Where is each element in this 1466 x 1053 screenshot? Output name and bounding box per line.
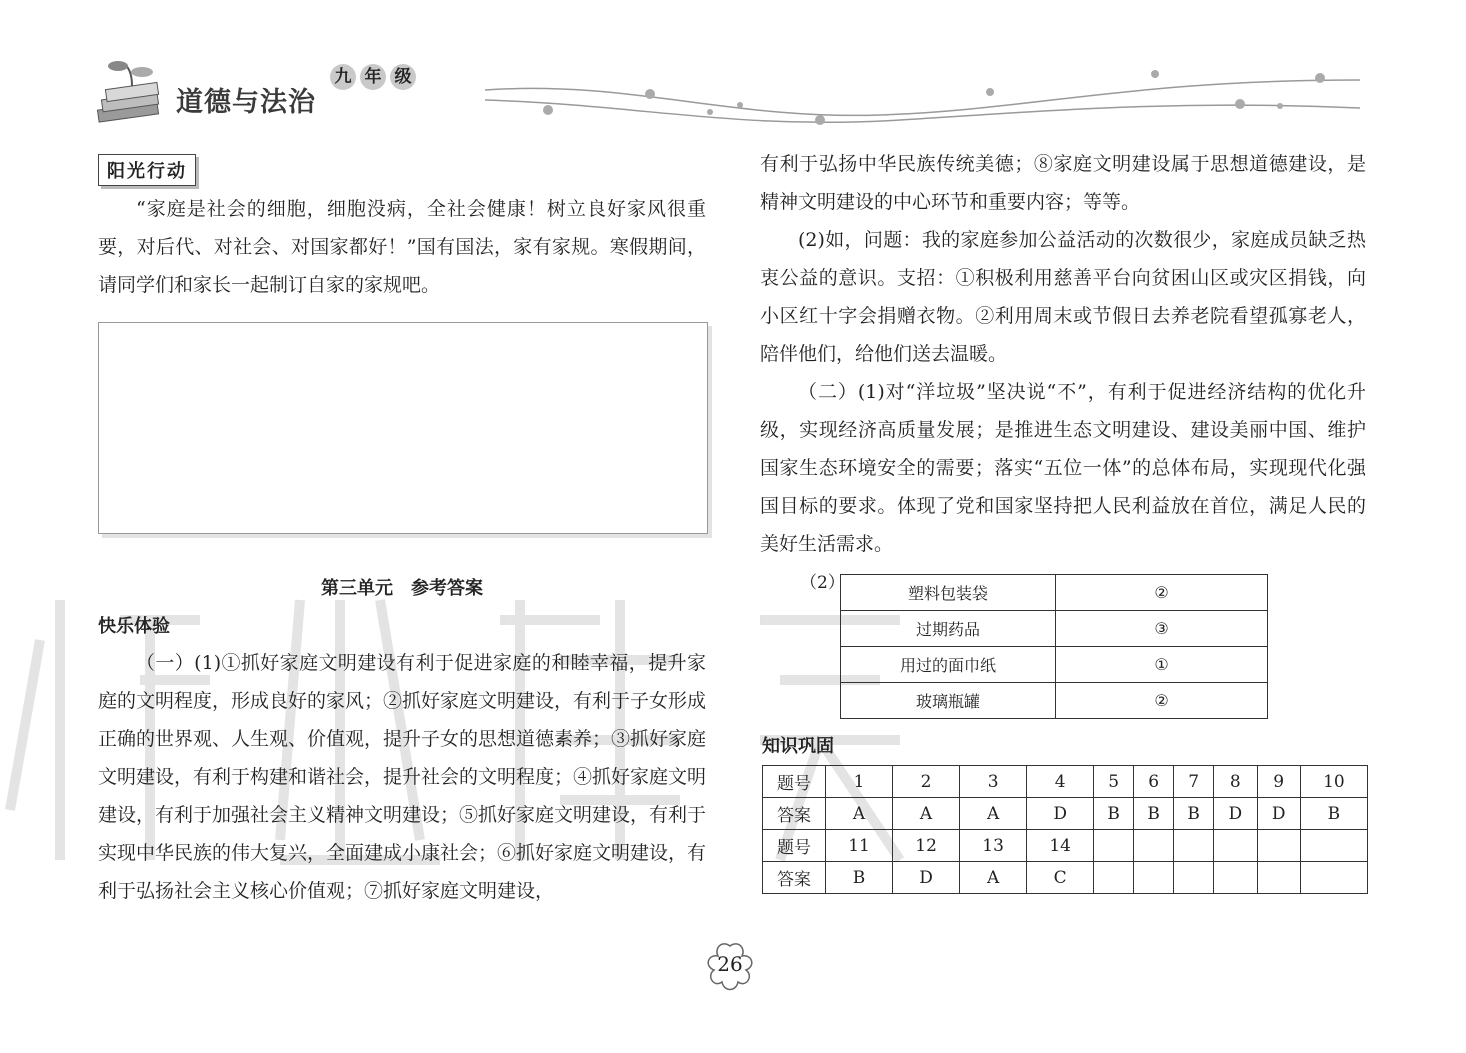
question-number bbox=[1300, 830, 1367, 862]
book-title: 道德与法治 bbox=[176, 87, 316, 118]
answer-cell: A bbox=[960, 862, 1027, 894]
question-number: 9 bbox=[1257, 766, 1300, 798]
garbage-sort-table bbox=[840, 574, 1268, 719]
answer-part2-2-label: （2） bbox=[800, 573, 845, 593]
question-number: 13 bbox=[960, 830, 1027, 862]
quiz-answer-table bbox=[762, 765, 1368, 894]
question-number: 10 bbox=[1300, 766, 1367, 798]
page-number: 26 bbox=[717, 952, 743, 976]
knowledge-heading: 知识巩固 bbox=[762, 736, 834, 757]
question-number: 7 bbox=[1174, 766, 1214, 798]
question-number: 14 bbox=[1027, 830, 1094, 862]
table-row bbox=[841, 611, 1268, 647]
sort-answer: ② bbox=[1056, 575, 1268, 611]
answer-cell: D bbox=[893, 862, 960, 894]
sort-item: 塑料包装袋 bbox=[841, 575, 1056, 611]
answer-part2-1: （二）(1)对“洋垃圾”坚决说“不”，有利于促进经济结构的优化升级，实现经济高质量发展；是推进生态文明建设、建设美丽中国、维护国家生态环境安全的需要；落实“五位一体”的总体布局，实现现代化强国目标的要求。体现了党和国家坚持把人民利益放在首位，满足人民的美好生活需求。 bbox=[760, 381, 1366, 555]
answer-cell bbox=[1300, 862, 1367, 894]
sort-item: 用过的面巾纸 bbox=[841, 647, 1056, 683]
table-row bbox=[841, 647, 1268, 683]
answer-cell: D bbox=[1027, 798, 1094, 830]
answer-cell: A bbox=[826, 798, 893, 830]
question-number: 11 bbox=[826, 830, 893, 862]
answer-right-column bbox=[760, 145, 1366, 563]
family-rules-writing-box[interactable] bbox=[98, 322, 708, 534]
unit-answers-title: 第三单元 参考答案 bbox=[321, 578, 483, 599]
sort-answer: ② bbox=[1056, 683, 1268, 719]
section-tag-sunshine: 阳光行动 bbox=[98, 154, 196, 186]
answer-cell bbox=[1257, 862, 1300, 894]
answer-cell: C bbox=[1027, 862, 1094, 894]
answer-cell: A bbox=[960, 798, 1027, 830]
answer-part1-1-cont: 有利于弘扬中华民族传统美德；⑧家庭文明建设属于思想道德建设，是精神文明建设的中心环节和重要内容；等等。 bbox=[760, 153, 1366, 213]
question-number: 12 bbox=[893, 830, 960, 862]
question-number bbox=[1257, 830, 1300, 862]
row-label: 答案 bbox=[763, 862, 826, 894]
table-row bbox=[763, 830, 1368, 862]
question-number: 2 bbox=[893, 766, 960, 798]
answer-cell bbox=[1094, 862, 1134, 894]
sort-item: 玻璃瓶罐 bbox=[841, 683, 1056, 719]
grade-char: 九 bbox=[330, 64, 356, 90]
answer-part1-2: (2)如，问题：我的家庭参加公益活动的次数很少，家庭成员缺乏热衷公益的意识。支招：①积极利用慈善平台向贫困山区或灾区捐钱，向小区红十字会捐赠衣物。②利用周末或节假日去养老院看望孤寡老人，陪伴他们，给他们送去温暖。 bbox=[760, 229, 1366, 365]
question-number bbox=[1094, 830, 1134, 862]
answer-cell bbox=[1134, 862, 1174, 894]
sort-answer: ① bbox=[1056, 647, 1268, 683]
question-number: 6 bbox=[1134, 766, 1174, 798]
question-number: 1 bbox=[826, 766, 893, 798]
question-number bbox=[1134, 830, 1174, 862]
sunshine-paragraph: “家庭是社会的细胞，细胞没病，全社会健康！树立良好家风很重要，对后代、对社会、对国家都好！”国有国法，家有家规。寒假期间，请同学们和家长一起制订自家的家规吧。 bbox=[98, 198, 706, 296]
table-row bbox=[763, 766, 1368, 798]
answer-cell: B bbox=[1174, 798, 1214, 830]
decorative-wave bbox=[480, 60, 1370, 130]
answer-cell: B bbox=[826, 862, 893, 894]
sort-answer: ③ bbox=[1056, 611, 1268, 647]
answer-cell: B bbox=[1134, 798, 1174, 830]
book-plant-logo bbox=[92, 56, 172, 136]
question-number: 5 bbox=[1094, 766, 1134, 798]
question-number bbox=[1174, 830, 1214, 862]
grade-char: 级 bbox=[390, 64, 416, 90]
answer-cell bbox=[1174, 862, 1214, 894]
answer-cell: D bbox=[1257, 798, 1300, 830]
grade-badges bbox=[330, 64, 416, 90]
row-label: 题号 bbox=[763, 766, 826, 798]
question-number: 3 bbox=[960, 766, 1027, 798]
table-row bbox=[763, 862, 1368, 894]
table-row bbox=[763, 798, 1368, 830]
answer-part1-1: （一）(1)①抓好家庭文明建设有利于促进家庭的和睦幸福，提升家庭的文明程度，形成良好的家风；②抓好家庭文明建设，有利于子女形成正确的世界观、人生观、价值观，提升子女的思想道德素养；③抓好家庭文明建设，有利于构建和谐社会，提升社会的文明程度；④抓好家庭文明建设，有利于加强社会主义精神文明建设；⑤抓好家庭文明建设，有利于实现中华民族的伟大复兴，全面建成小康社会；⑥抓好家庭文明建设，有利于弘扬社会主义核心价值观；⑦抓好家庭文明建设， bbox=[98, 652, 707, 902]
answer-cell: D bbox=[1214, 798, 1257, 830]
answer-cell: A bbox=[893, 798, 960, 830]
answer-cell bbox=[1214, 862, 1257, 894]
sort-item: 过期药品 bbox=[841, 611, 1056, 647]
table-row bbox=[841, 683, 1268, 719]
table-row bbox=[841, 575, 1268, 611]
grade-char: 年 bbox=[360, 64, 386, 90]
answer-cell: B bbox=[1094, 798, 1134, 830]
question-number: 4 bbox=[1027, 766, 1094, 798]
happy-experience-heading: 快乐体验 bbox=[98, 616, 170, 637]
row-label: 答案 bbox=[763, 798, 826, 830]
row-label: 题号 bbox=[763, 830, 826, 862]
question-number bbox=[1214, 830, 1257, 862]
answer-cell: B bbox=[1300, 798, 1367, 830]
question-number: 8 bbox=[1214, 766, 1257, 798]
